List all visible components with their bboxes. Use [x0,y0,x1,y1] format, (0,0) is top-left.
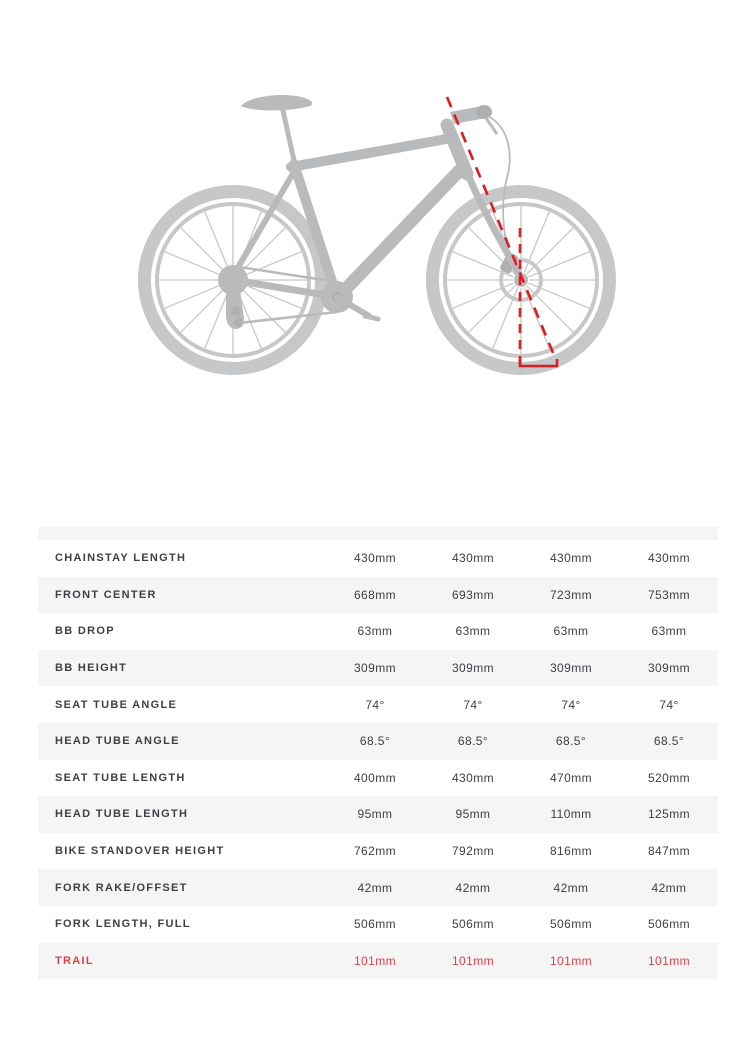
row-value-size1: 68.5° [359,734,391,749]
table-rows [38,540,718,979]
row-value-size1: 101mm [353,953,396,968]
row-label: FORK LENGTH, FULL [55,918,191,931]
row-value-size3: 74° [561,697,581,712]
row-label: HEAD TUBE ANGLE [55,735,180,748]
row-value-size4: 42mm [651,880,687,895]
row-value-size3: 470mm [549,770,592,785]
table-cutoff-row [38,527,718,540]
row-value-size3: 68.5° [555,734,587,749]
seatpost [282,106,295,165]
row-value-size3: 723mm [549,587,592,602]
table-row [38,540,718,577]
row-value-size1: 95mm [357,807,393,822]
row-label: CHAINSTAY LENGTH [55,552,187,565]
table-row [38,650,718,687]
row-value-size2: 430mm [451,551,494,566]
row-value-size2: 95mm [455,807,491,822]
row-value-size2: 506mm [451,917,494,932]
row-value-size4: 309mm [647,661,690,676]
row-value-size2: 42mm [455,880,491,895]
row-value-size3: 309mm [549,661,592,676]
row-label: SEAT TUBE ANGLE [55,698,178,711]
bike-geometry-diagram [120,70,620,390]
row-value-size4: 506mm [647,917,690,932]
table-row [38,943,718,980]
chain-bottom [239,312,337,323]
row-value-size4: 520mm [647,770,690,785]
row-value-size1: 400mm [353,770,396,785]
row-value-size3: 101mm [549,953,592,968]
row-label: FORK RAKE/OFFSET [55,881,188,894]
pedal [365,316,378,319]
table-row [38,686,718,723]
row-label: FRONT CENTER [55,588,157,601]
row-value-size3: 110mm [550,807,592,822]
row-value-size2: 693mm [451,587,494,602]
row-value-size3: 816mm [549,844,592,859]
row-value-size4: 74° [659,697,679,712]
row-value-size2: 309mm [451,661,494,676]
row-value-size3: 506mm [549,917,592,932]
row-label: BIKE STANDOVER HEIGHT [55,845,225,858]
row-value-size4: 68.5° [653,734,685,749]
row-value-size4: 430mm [647,551,690,566]
top-tube [291,138,452,167]
row-label: SEAT TUBE LENGTH [55,771,186,784]
table-row [38,577,718,614]
row-value-size1: 668mm [353,587,396,602]
bike-diagram-svg [120,70,620,390]
table-row [38,796,718,833]
row-value-size1: 430mm [353,551,396,566]
row-value-size2: 74° [463,697,483,712]
row-value-size4: 753mm [647,587,690,602]
row-label: BB HEIGHT [55,662,128,675]
row-value-size1: 506mm [353,917,396,932]
row-value-size3: 63mm [553,624,589,639]
row-value-size1: 74° [365,697,385,712]
row-value-size1: 309mm [353,661,396,676]
table-row [38,906,718,943]
table-row [38,723,718,760]
row-value-size4: 101mm [647,953,690,968]
row-value-size1: 42mm [357,880,393,895]
row-value-size2: 63mm [455,624,491,639]
row-value-size4: 125mm [647,807,690,822]
table-row [38,613,718,650]
row-value-size3: 42mm [553,880,589,895]
row-value-size2: 101mm [451,953,494,968]
table-row [38,869,718,906]
row-value-size1: 63mm [357,624,393,639]
row-label: TRAIL [55,954,94,967]
table-row [38,833,718,870]
row-value-size4: 63mm [651,624,687,639]
geometry-table [38,527,718,979]
row-value-size2: 430mm [451,770,494,785]
row-value-size2: 792mm [451,844,494,859]
row-value-size2: 68.5° [457,734,489,749]
row-label: HEAD TUBE LENGTH [55,808,189,821]
row-value-size3: 430mm [549,551,592,566]
saddle [241,95,312,111]
table-row [38,760,718,797]
row-value-size1: 762mm [353,844,396,859]
row-label: BB DROP [55,625,115,638]
row-value-size4: 847mm [647,844,690,859]
